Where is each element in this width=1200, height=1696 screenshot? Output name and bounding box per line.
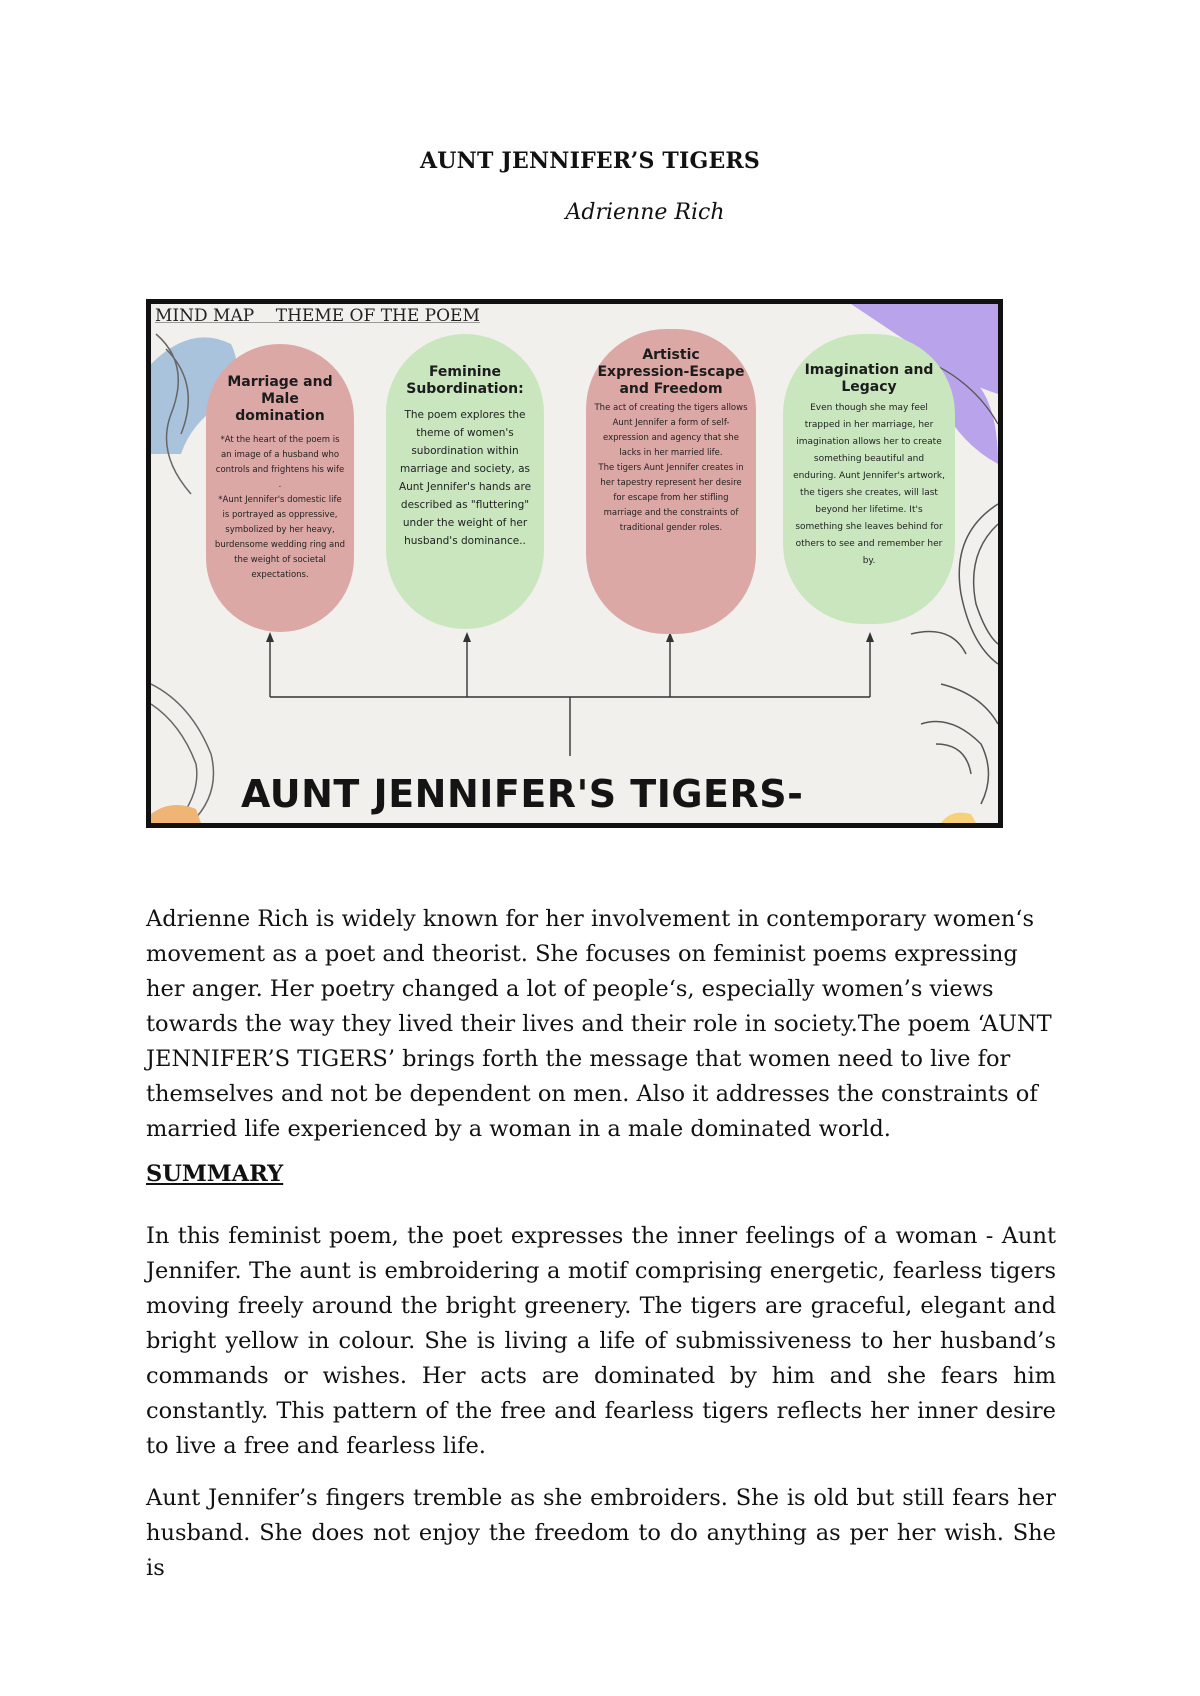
node-imagination-legacy <box>783 334 955 624</box>
connector-arrowheads <box>266 632 874 642</box>
node-text: The tigers Aunt Jennifer creates in her tapestry represent her desire for escape from her stifling marriage and the constraints of traditional gender roles. <box>598 463 744 533</box>
node-text: . <box>278 480 282 490</box>
node-text: *At the heart of the poem is an image of a husband who controls and frightens his wife <box>215 435 345 475</box>
node-text: Even though she may feel trapped in her marriage, her imagination allows her to create something beautiful and enduring. Aunt Jennifer's artwork, the tigers she creates, will last beyond her lifetime. It's something she leaves behind for others to see and remember her by. <box>793 403 945 566</box>
connector-lines <box>270 638 870 756</box>
node-title: Imagination and Legacy <box>804 362 934 395</box>
node-artistic-expression <box>586 329 756 634</box>
node-title: Artistic Expression-Escape and Freedom <box>597 347 745 397</box>
summary-paragraph: In this feminist poem, the poet expresses the inner feelings of a woman - Aunt Jennifer. The aunt is embroidering a motif comprising energetic, fearless tigers moving freely around the bright greenery. The tigers are graceful, elegant and bright yellow in colour. She is living a life of submissiveness to her husband’s commands or wishes. Her acts are dominated by him and she fears him constantly. This pattern of the free and fearless tigers reflects her inner desire to live a free and fearless life. <box>146 1223 1056 1459</box>
node-text: The poem explores the theme of women's subordination within marriage and society, as Aunt Jennifer's hands are described as "fluttering" under the weight of her husband's dominance.. <box>398 409 532 547</box>
node-marriage-domination <box>206 344 354 632</box>
node-text: *Aunt Jennifer's domestic life is portrayed as oppressive, symbolized by her heavy, burdensome wedding ring and the weight of societal expectations. <box>214 495 346 580</box>
orange-blob-bottom-left <box>151 805 201 823</box>
summary-paragraph: Aunt Jennifer’s fingers tremble as she embroiders. She is old but still fears her husband. She does not enjoy the freedom to do anything as per her wish. She is <box>146 1485 1056 1581</box>
mind-map-header: MIND MAP THEME OF THE POEM <box>155 306 480 326</box>
document-author: Adrienne Rich <box>565 200 725 225</box>
mind-map-big-title: AUNT JENNIFER'S TIGERS- <box>241 772 804 816</box>
node-text: The act of creating the tigers allows Aunt Jennifer a form of self- expression and agency that she lacks in her married life. <box>594 403 748 458</box>
node-title: Marriage and Male domination <box>227 374 333 424</box>
document-title: AUNT JENNIFER’S TIGERS <box>420 148 760 174</box>
intro-paragraph: Adrienne Rich is widely known for her involvement in contemporary women‘s movement as a poet and theorist. She focuses on feminist poems expressing her anger. Her poetry changed a lot of people‘s, especially women’s views towards the way they lived their lives and their role in society.The poem ‘AUNT JENNIFER’S TIGERS’ brings forth the message that women need to live for themselves and not be dependent on men. Also it addresses the constraints of married life experienced by a woman in a male dominated world. <box>146 906 1052 1142</box>
node-title: Feminine Subordination: <box>406 364 524 397</box>
node-feminine-subordination <box>386 334 544 629</box>
mind-map-figure <box>146 299 1003 828</box>
summary-heading: SUMMARY <box>146 1161 284 1187</box>
yellow-blob-bottom-right <box>941 813 976 823</box>
